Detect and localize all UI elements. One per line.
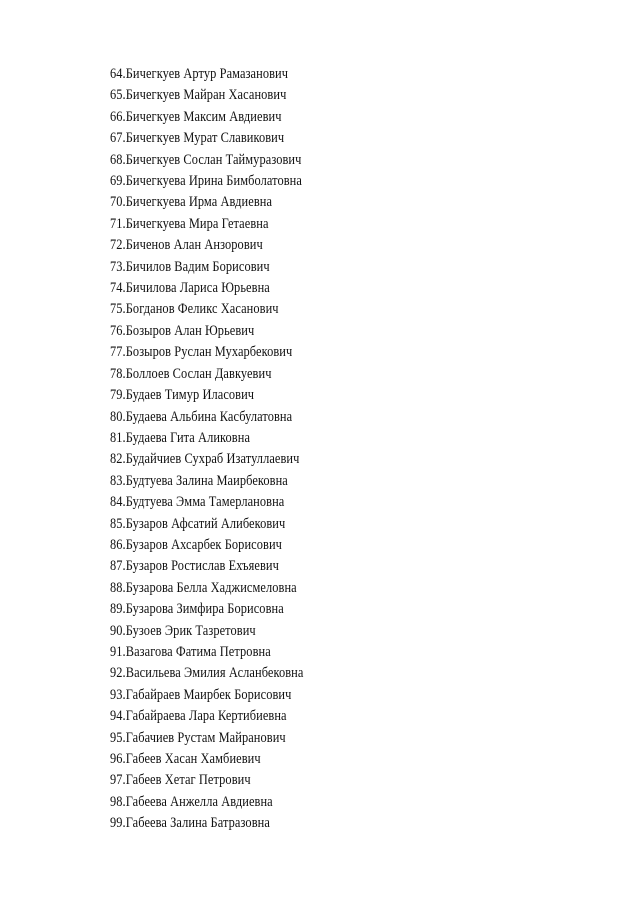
list-item-name: Будайчиев Сухраб Изатуллаевич [125, 451, 300, 468]
list-item-number: 66. [110, 108, 126, 125]
list-item-number: 86. [110, 536, 126, 553]
list-item-name: Габайраев Маирбек Борисович [125, 686, 292, 703]
list-item-name: Биченов Алан Анзорович [125, 237, 263, 254]
list-item [110, 342, 303, 363]
list-item-name: Бичегкуев Сослан Таймуразович [125, 151, 302, 168]
list-item [110, 728, 303, 749]
list-item [110, 749, 303, 770]
list-item [110, 514, 303, 535]
list-item [110, 278, 303, 299]
list-item [110, 663, 303, 684]
list-item-name: Боллоев Сослан Давкуевич [125, 365, 272, 382]
list-item [110, 257, 303, 278]
list-item-name: Бичегкуев Артур Рамазанович [125, 66, 289, 82]
list-item-name: Вазагова Фатима Петровна [125, 643, 271, 660]
list-item-number: 65. [110, 87, 126, 104]
list-item [110, 535, 303, 556]
list-item-number: 87. [110, 558, 126, 575]
list-item-name: Будаева Гита Аликовна [125, 429, 251, 446]
list-item-number: 94. [110, 708, 126, 725]
list-item-number: 97. [110, 772, 126, 789]
list-item-name: Бичегкуева Ирина Бимболатовна [125, 173, 302, 190]
list-item-name: Габеева Анжелла Авдиевна [125, 793, 273, 810]
list-item-number: 76. [110, 322, 126, 339]
list-item-number: 90. [110, 622, 126, 639]
list-item-name: Бузоев Эрик Тазретович [125, 622, 256, 639]
list-item-name: Богданов Феликс Хасанович [125, 301, 279, 318]
list-item-number: 82. [110, 451, 126, 468]
list-item [110, 449, 303, 470]
list-item-name: Габачиев Рустам Майранович [125, 729, 286, 746]
list-item-number: 91. [110, 643, 126, 660]
list-item [110, 321, 303, 342]
list-item-number: 77. [110, 344, 126, 361]
list-item-number: 71. [110, 215, 126, 232]
list-item-name: Габайраева Лара Кертибиевна [125, 708, 287, 725]
list-item-number: 95. [110, 729, 126, 746]
list-item-number: 78. [110, 365, 126, 382]
list-item-name: Бичегкуева Мира Гетаевна [125, 215, 269, 232]
list-item-name: Бичилова Лариса Юрьевна [125, 280, 270, 297]
list-item [110, 642, 303, 663]
list-item [110, 428, 303, 449]
list-item-name: Бузаров Ростислав Ехъяевич [125, 558, 279, 575]
list-item-name: Будаев Тимур Иласович [125, 387, 255, 404]
list-item-name: Бузаров Афсатий Алибекович [125, 515, 286, 532]
list-item-name: Будтуева Залина Маирбековна [125, 472, 288, 489]
list-item-number: 99. [110, 815, 126, 832]
list-item [110, 685, 303, 706]
list-item [110, 407, 303, 428]
list-item [110, 471, 303, 492]
list-item-number: 70. [110, 194, 126, 211]
list-item-number: 74. [110, 280, 126, 297]
list-item [110, 192, 303, 213]
list-item-number: 84. [110, 494, 126, 511]
list-item-number: 81. [110, 429, 126, 446]
list-item-name: Бозыров Руслан Мухарбекович [125, 344, 293, 361]
list-item-name: Бузарова Белла Хаджисмеловна [125, 579, 297, 596]
list-item [110, 85, 303, 106]
list-item-name: Бичегкуева Ирма Авдиевна [125, 194, 273, 211]
list-item [110, 299, 303, 320]
list-item-name: Бичегкуев Мурат Славикович [125, 130, 285, 147]
list-item-name: Васильева Эмилия Асланбековна [125, 665, 304, 682]
list-item-number: 64. [110, 66, 126, 82]
list-item [110, 813, 303, 834]
list-item-number: 75. [110, 301, 126, 318]
list-item [110, 235, 303, 256]
list-item [110, 706, 303, 727]
list-item-number: 83. [110, 472, 126, 489]
list-item-number: 80. [110, 408, 126, 425]
list-item-name: Будаева Альбина Касбулатовна [125, 408, 293, 425]
list-item-name: Бичегкуев Майран Хасанович [125, 87, 287, 104]
list-item-number: 79. [110, 387, 126, 404]
list-item-number: 98. [110, 793, 126, 810]
list-item-name: Габеева Залина Батразовна [125, 815, 270, 832]
list-item-name: Бичегкуев Максим Авдиевич [125, 108, 282, 125]
list-item-number: 68. [110, 151, 126, 168]
list-item-name: Бозыров Алан Юрьевич [125, 322, 255, 339]
list-item [110, 492, 303, 513]
list-item [110, 128, 303, 149]
list-item-number: 88. [110, 579, 126, 596]
list-item [110, 107, 303, 128]
list-item-name: Габеев Хетаг Петрович [125, 772, 251, 789]
list-item-number: 89. [110, 601, 126, 618]
list-item-name: Бузаров Ахсарбек Борисович [125, 536, 282, 553]
list-item-number: 85. [110, 515, 126, 532]
list-item-name: Бичилов Вадим Борисович [125, 258, 270, 275]
list-item-number: 96. [110, 751, 126, 767]
list-item [110, 621, 303, 642]
list-item-name: Габеев Хасан Хамбиевич [125, 751, 261, 767]
list-item-number: 73. [110, 258, 126, 275]
list-item [110, 770, 303, 791]
list-item [110, 556, 303, 577]
list-item [110, 150, 303, 171]
list-item-number: 69. [110, 173, 126, 190]
list-item [110, 171, 303, 192]
list-item [110, 385, 303, 406]
list-item-number: 67. [110, 130, 126, 147]
list-item-number: 92. [110, 665, 126, 682]
list-item [110, 792, 303, 813]
list-item [110, 599, 303, 620]
list-item [110, 578, 303, 599]
list-item-number: 72. [110, 237, 126, 254]
list-item [110, 364, 303, 385]
list-item-name: Бузарова Зимфира Борисовна [125, 601, 284, 618]
list-item [110, 64, 303, 85]
list-item [110, 214, 303, 235]
list-item-number: 93. [110, 686, 126, 703]
list-item-name: Будтуева Эмма Тамерлановна [125, 494, 285, 511]
name-list [110, 64, 335, 835]
